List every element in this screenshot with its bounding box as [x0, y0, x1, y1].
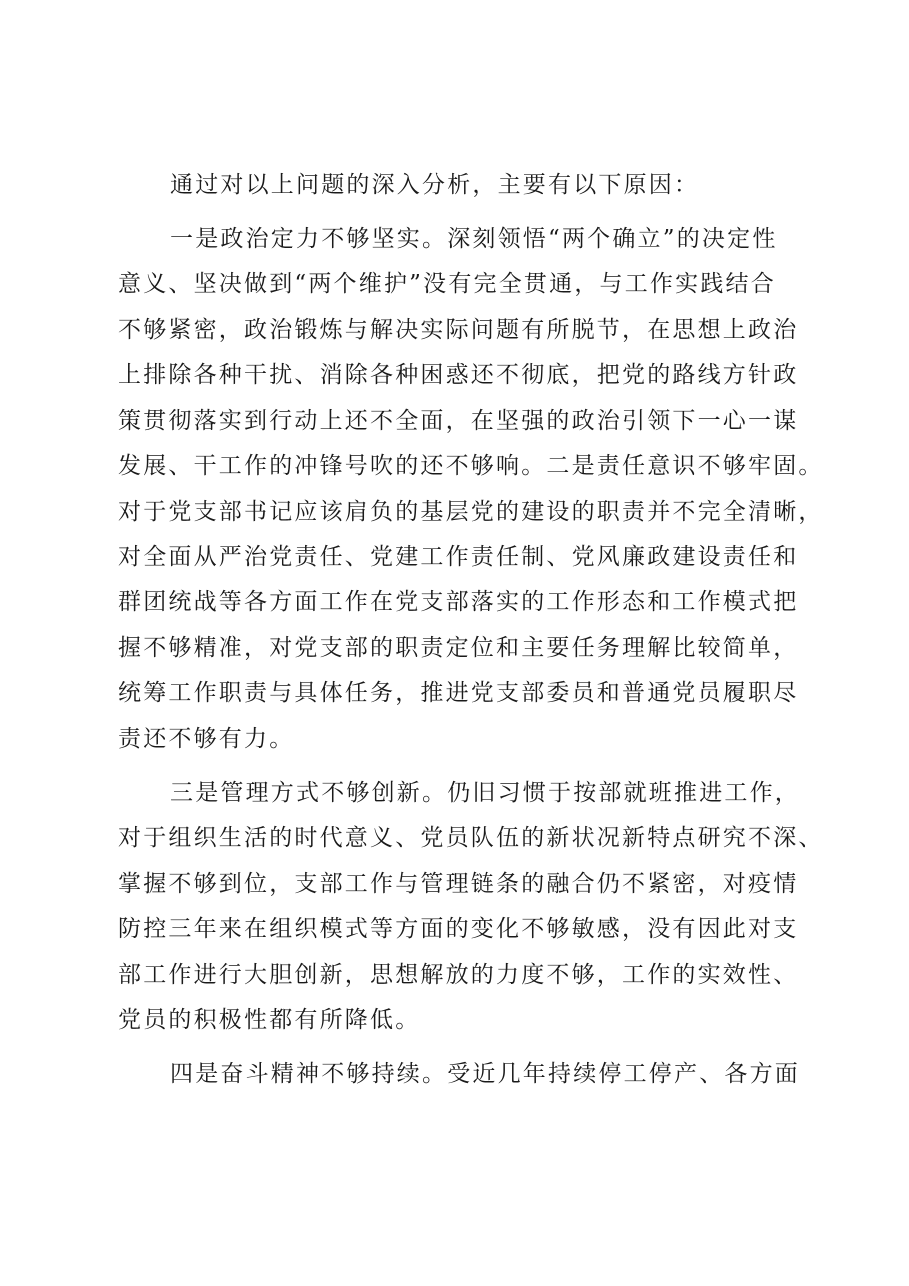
text-line: 对全面从严治党责任、党建工作责任制、党风廉政建设责任和 [118, 544, 799, 570]
text-line: 一是政治定力不够坚实。深刻领悟“两个确立”的决定性 [170, 226, 778, 252]
text-line: 握不够精准，对党支部的职责定位和主要任务理解比较简单， [118, 635, 799, 661]
text-line: 掌握不够到位，支部工作与管理链条的融合仍不紧密，对疫情 [118, 871, 799, 897]
text-line: 党员的积极性都有所降低。 [118, 1007, 421, 1033]
text-line: 不够紧密，政治锻炼与解决实际问题有所脱节，在思想上政治 [118, 317, 799, 343]
text-line: 三是管理方式不够创新。仍旧习惯于按部就班推进工作， [170, 780, 800, 806]
text-line: 通过对以上问题的深入分析，主要有以下原因： [170, 172, 700, 198]
text-line: 部工作进行大胆创新，思想解放的力度不够，工作的实效性、 [118, 962, 799, 988]
text-line: 策贯彻落实到行动上还不全面，在坚强的政治引领下一心一谋 [118, 408, 799, 434]
text-line: 对于党支部书记应该肩负的基层党的建设的职责并不完全清晰， [118, 499, 824, 525]
text-line: 意义、坚决做到“两个维护”没有完全贯通，与工作实践结合 [118, 271, 776, 297]
text-line: 四是奋斗精神不够持续。受近几年持续停工停产、各方面 [170, 1061, 800, 1087]
text-line: 统筹工作职责与具体任务，推进党支部委员和普通党员履职尽 [118, 680, 799, 706]
text-line: 责还不够有力。 [118, 726, 295, 752]
text-line: 防控三年来在组织模式等方面的变化不够敏感，没有因此对支 [118, 916, 799, 942]
text-line: 发展、干工作的冲锋号吹的还不够响。二是责任意识不够牢固。 [118, 453, 824, 479]
text-line: 上排除各种干扰、消除各种困惑还不彻底，把党的路线方针政 [118, 362, 799, 388]
text-line: 对于组织生活的时代意义、党员队伍的新状况新特点研究不深、 [118, 825, 824, 851]
text-line: 群团统战等各方面工作在党支部落实的工作形态和工作模式把 [118, 589, 799, 615]
